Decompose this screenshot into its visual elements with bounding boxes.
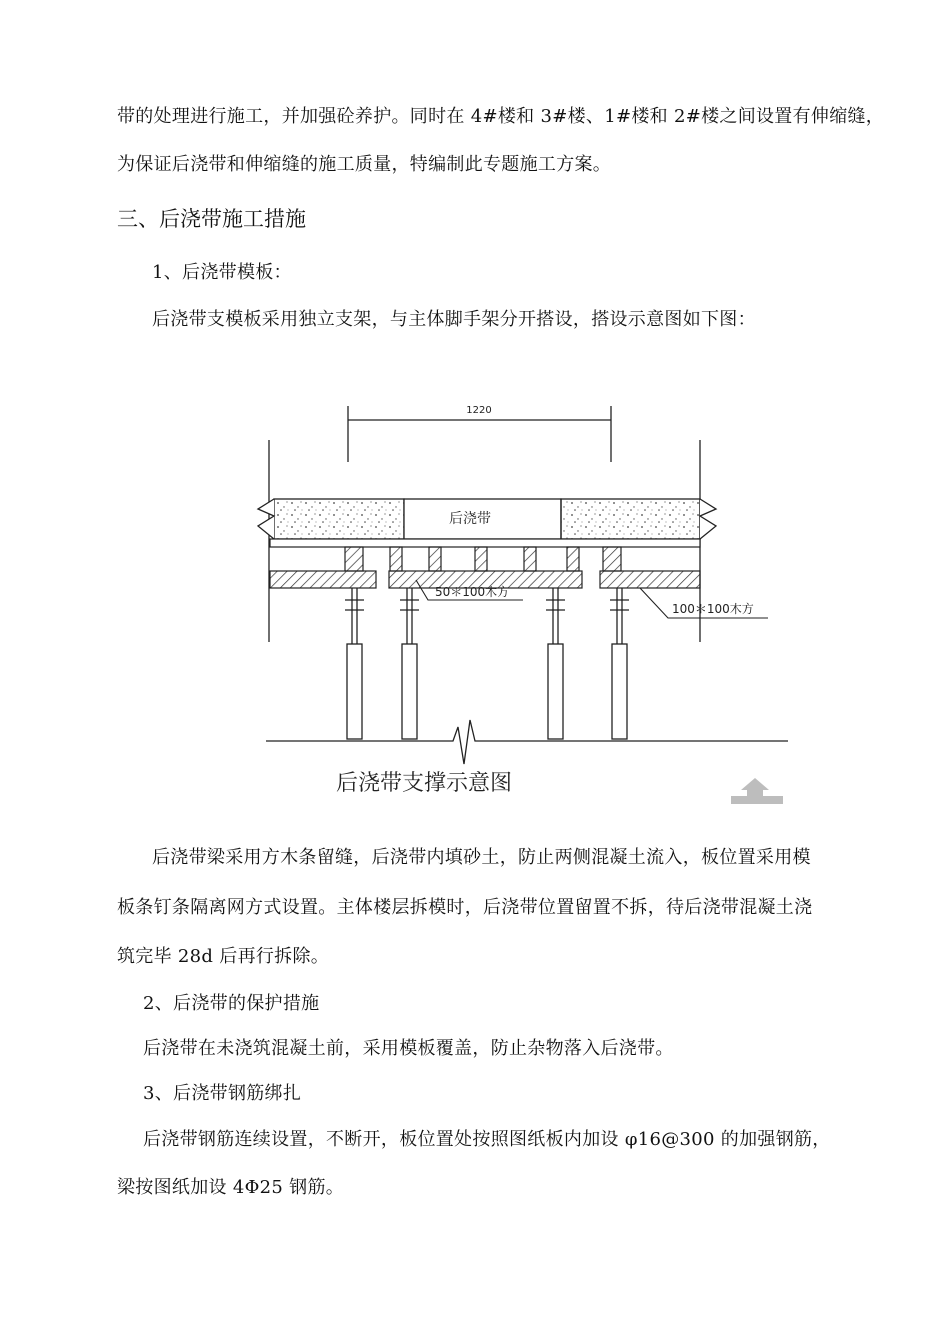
- large-timber-label: 100＊100木方: [672, 602, 754, 616]
- ground-line: [266, 720, 788, 764]
- dimension-label: 1220: [466, 405, 492, 416]
- paragraph-line: 带的处理进行施工，并加强砼养护。同时在 4#楼和 3#楼、1#楼和 2#楼之间设置有伸缩缝，: [117, 106, 885, 127]
- adjustable-props: [345, 588, 629, 739]
- small-timber-label: 50＊100木方: [435, 585, 510, 599]
- paragraph-line: 后浇带支模板采用独立支架，与主体脚手架分开搭设，搭设示意图如下图：: [152, 309, 756, 330]
- paragraph-line: 板条钉条隔离网方式设置。主体楼层拆模时，后浇带位置留置不拆，待后浇带混凝土浇: [117, 897, 813, 918]
- paragraph-line: 后浇带钢筋连续设置，不断开，板位置处按照图纸板内加设 φ16@300 的加强钢筋，: [143, 1129, 831, 1150]
- paragraph-line: 梁按图纸加设 4Φ25 钢筋。: [117, 1177, 345, 1198]
- section-heading: 三、后浇带施工措施: [117, 207, 306, 231]
- paragraph-line: 为保证后浇带和伸缩缝的施工质量，特编制此专题施工方案。: [117, 154, 612, 175]
- slab-left: [258, 499, 404, 539]
- subheading: 1、后浇带模板：: [152, 262, 292, 283]
- subheading: 3、后浇带钢筋绑扎: [143, 1083, 302, 1104]
- small-timber-blocks: [345, 547, 621, 571]
- slab-right: [561, 499, 716, 539]
- subheading: 2、后浇带的保护措施: [143, 993, 320, 1014]
- formwork-board: [270, 539, 700, 547]
- paragraph-line: 后浇带梁采用方木条留缝，后浇带内填砂土，防止两侧混凝土流入，板位置采用模: [152, 847, 811, 868]
- diagram-caption: 后浇带支撑示意图: [336, 771, 513, 796]
- paragraph-line: 后浇带在未浇筑混凝土前，采用模板覆盖，防止杂物落入后浇带。: [143, 1038, 674, 1059]
- band-label: 后浇带: [449, 511, 491, 527]
- watermark-logo: [731, 778, 783, 804]
- support-diagram: [248, 392, 788, 810]
- paragraph-line: 筑完毕 28d 后再行拆除。: [117, 946, 330, 967]
